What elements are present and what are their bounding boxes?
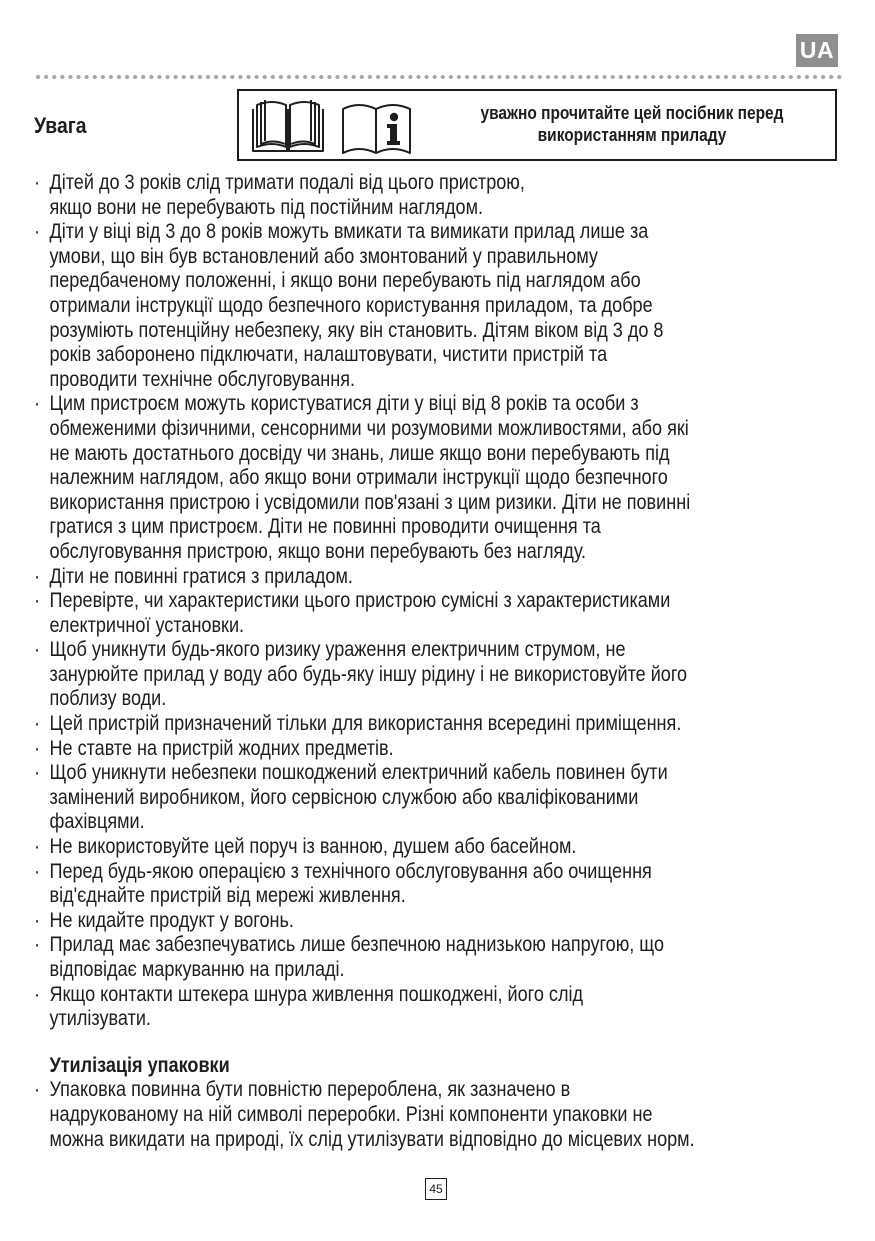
item-text-line: Перед будь-якою операцією з технічного обслуговування або очищення	[49, 859, 652, 883]
item-text-line: Щоб уникнути небезпеки пошкоджений електричний кабель повинен бути	[49, 761, 668, 785]
bullet-mark: ·	[34, 908, 41, 932]
item-text-line: Не використовуйте цей поруч із ванною, душем або басейном.	[49, 835, 577, 859]
page-number: 45	[425, 1178, 447, 1200]
list-item	[34, 171, 808, 220]
list-item	[34, 933, 808, 982]
bullet-mark: ·	[34, 171, 41, 194]
info-icon	[339, 95, 414, 157]
list-item	[34, 909, 808, 934]
item-text-line: занурюйте прилад у воду або будь-яку іншу рідину і не використовуйте його	[49, 662, 688, 686]
item-text-line: гратися з цим пристроєм. Діти не повинні проводити очищення та	[49, 515, 601, 539]
item-text-line: поблизу води.	[49, 687, 167, 711]
bullet-mark: ·	[34, 982, 41, 1006]
item-text-line: обслуговування пристрою, якщо вони перебувають без нагляду.	[49, 539, 587, 563]
read-manual-text	[464, 102, 799, 146]
packaging-list	[34, 1078, 808, 1152]
item-text-line: Не кидайте продукт у вогонь.	[49, 908, 294, 932]
list-item	[34, 638, 808, 712]
page-title: Увага	[34, 113, 87, 138]
list-item	[34, 761, 808, 835]
bullet-mark: ·	[34, 933, 41, 957]
bullet-mark: ·	[34, 220, 41, 244]
item-text-line: від'єднайте пристрій від мережі живлення.	[49, 884, 406, 908]
dotted-divider	[34, 74, 842, 80]
bullet-mark: ·	[34, 761, 41, 785]
item-text-line: Діти у віці від 3 до 8 років можуть вмикати та вимикати прилад лише за	[49, 220, 649, 244]
item-text-line: Прилад має забезпечуватись лише безпечною наднизькою напругою, що	[49, 933, 665, 957]
list-item	[34, 737, 808, 762]
packaging-disposal-title: Утилізація упаковки	[49, 1053, 230, 1077]
item-text-line: Цей пристрій призначений тільки для використання всередині приміщення.	[49, 712, 682, 736]
list-item	[34, 589, 808, 638]
bullet-mark: ·	[34, 638, 41, 662]
item-text-line: фахівцями.	[49, 810, 145, 834]
item-text-line: якщо вони не перебувають під постійним наглядом.	[49, 195, 484, 219]
item-text-line: Не ставте на пристрій жодних предметів.	[49, 736, 394, 760]
list-item	[34, 860, 808, 909]
bullet-mark: ·	[34, 835, 41, 859]
section-spacer	[34, 1032, 808, 1054]
item-text-line: відповідає маркуванню на приладі.	[49, 958, 345, 981]
item-text-line: обмеженими фізичними, сенсорними чи розумовими можливостями, або які	[49, 416, 689, 440]
list-item	[34, 392, 808, 564]
item-text-line: надрукованому на ній символі переробки. Різні компоненти упаковки не	[49, 1102, 653, 1126]
item-text-line: не мають достатнього досвіду чи знань, лише якщо вони перебувають під	[49, 441, 670, 465]
bullet-mark: ·	[34, 736, 41, 760]
bullet-mark: ·	[34, 859, 41, 883]
item-text-line: Перевірте, чи характеристики цього пристрою сумісні з характеристиками	[49, 589, 671, 613]
list-item	[34, 712, 808, 737]
safety-instructions	[34, 171, 808, 1152]
open-book-icon	[247, 95, 329, 157]
item-text-line: отримали інструкції щодо безпечного користування приладом, та добре	[49, 293, 653, 317]
language-badge: UA	[796, 34, 838, 67]
list-item	[34, 220, 808, 392]
notice-line: уважно прочитайте цей посібник перед	[480, 103, 784, 123]
item-text-line: Щоб уникнути будь-якого ризику ураження електричним струмом, не	[49, 638, 626, 662]
list-item	[34, 1078, 808, 1152]
bullet-mark: ·	[34, 1078, 41, 1102]
item-text-line: використання пристрою і усвідомили пов'язані з цим ризики. Діти не повинні	[49, 490, 691, 514]
item-text-line: передбаченому положенні, і якщо вони перебувають під наглядом або	[49, 269, 641, 293]
bullet-mark: ·	[34, 712, 41, 736]
item-text-line: Цим пристроєм можуть користуватися діти у віці від 8 років та особи з	[49, 392, 639, 416]
warning-list	[34, 171, 808, 1032]
item-text-line: електричної установки.	[49, 613, 245, 637]
notice-line: використанням приладу	[537, 125, 727, 145]
item-text-line: розуміють потенційну небезпеку, яку він становить. Дітям віком від 3 до 8	[49, 318, 664, 342]
list-item	[34, 565, 808, 590]
item-text-line: замінений виробником, його сервісною службою або кваліфікованими	[49, 785, 639, 809]
item-text-line: Діти не повинні гратися з приладом.	[49, 564, 353, 588]
bullet-mark: ·	[34, 392, 41, 416]
bullet-mark: ·	[34, 564, 41, 588]
item-text-line: Дітей до 3 років слід тримати подалі від цього пристрою,	[49, 171, 525, 194]
list-item	[34, 983, 808, 1032]
item-text-line: Якщо контакти штекера шнура живлення пошкоджені, його слід	[49, 982, 584, 1006]
item-text-line: можна викидати на природі, їх слід утилізувати відповідно до місцевих норм.	[49, 1127, 695, 1151]
item-text-line: належним наглядом, або якщо вони отримали інструкції щодо безпечного	[49, 466, 668, 490]
bullet-mark: ·	[34, 589, 41, 613]
read-manual-notice	[237, 89, 837, 161]
item-text-line: утилізувати.	[49, 1007, 151, 1031]
item-text-line: проводити технічне обслуговування.	[49, 367, 355, 391]
item-text-line: Упаковка повинна бути повністю перероблена, як зазначено в	[49, 1078, 571, 1102]
list-item	[34, 835, 808, 860]
item-text-line: умови, що він був встановлений або змонтований у правильному	[49, 244, 598, 268]
item-text-line: років заборонено підключати, налаштовувати, чистити пристрій та	[49, 343, 608, 367]
